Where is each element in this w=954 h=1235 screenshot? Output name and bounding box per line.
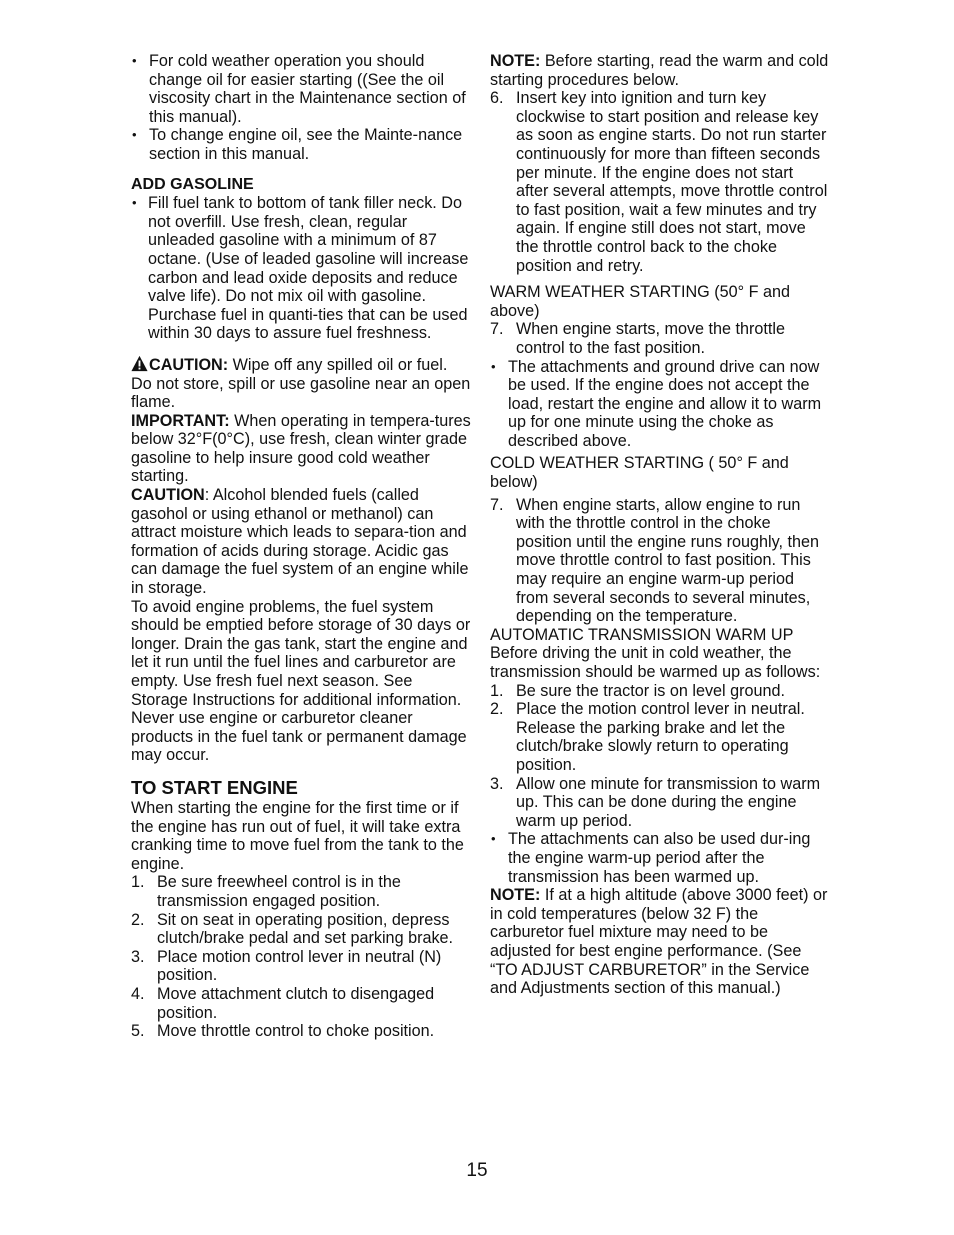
start-step-2: 2. Sit on seat in operating position, depress clutch/brake pedal and set parking brake. <box>131 910 454 948</box>
start-engine-heading: TO START ENGINE <box>131 776 298 798</box>
auto-bullet: • The attachments can also be used dur-ing the engine warm-up period after the transmission has been warmed up. <box>490 830 830 886</box>
add-gasoline-heading: ADD GASOLINE <box>131 175 254 193</box>
caution-label: CAUTION: <box>149 355 229 374</box>
right-column <box>490 52 830 998</box>
auto-transmission-intro: Before driving the unit in cold weather, the transmission should be warmed up as follows: <box>490 644 821 681</box>
note-paragraph <box>490 52 830 89</box>
caution-paragraph <box>131 355 471 412</box>
start-step-5: 5. Move throttle control to choke position. <box>131 1022 435 1041</box>
oil-bullet-2: • To change engine oil, see the Mainte-nance section in this manual. <box>131 126 471 163</box>
important-paragraph <box>131 412 471 486</box>
cold-step-7: 7. When engine starts, allow engine to run with the throttle control in the choke position until the engine runs roughly, then move throttle control to fast position. This may require an engine warm-up period from several seconds to several minutes, depending on the temperature. <box>490 495 819 626</box>
start-step-4: 4. Move attachment clutch to disengaged position. <box>131 984 435 1022</box>
auto-step-1: 1. Be sure the tractor is on level ground. <box>490 681 786 700</box>
page-number: 15 <box>466 1160 488 1181</box>
note-label: NOTE: <box>490 52 541 70</box>
altitude-note-paragraph <box>490 886 830 998</box>
important-label: IMPORTANT: <box>131 411 230 430</box>
add-gasoline-bullet: • Fill fuel tank to bottom of tank filler neck. Do not overfill. Use fresh, clean, regular unleaded gasoline with a minimum of 87 octane. (Use of leaded gasoline will increase carbon and lead oxide deposits and reduce valve life). Do not mix oil with gasoline. Purchase fuel in quanti-ties that can be used within 30 days to assure fuel freshness. <box>131 194 471 343</box>
warning-triangle-icon <box>131 355 148 372</box>
start-step-1: 1. Be sure freewheel control is in the transmission engaged position. <box>131 873 401 910</box>
start-step-3: 3. Place motion control lever in neutral (N) position. <box>131 947 442 985</box>
start-step-6: 6. Insert key into ignition and turn key clockwise to start position and release key as soon as engine starts. Do not run starter continuously for more than fifteen seconds per minute. If the engine does not start after several attempts, move throttle control to fast position, wait a few minutes and try again. If engine still does not start, move the throttle control back to the choke position and retry. <box>490 89 828 275</box>
caution-text: Wipe off any spilled oil or fuel. Do not store, spill or use gasoline near an open flame. <box>131 355 471 412</box>
left-column <box>131 52 471 1041</box>
altitude-note-label: NOTE: <box>490 886 541 905</box>
warm-bullet: • The attachments and ground drive can now be used. If the engine does not accept the load, restart the engine and allow it to warm up for one minute using the choke as described above. <box>490 358 830 451</box>
cold-weather-heading: COLD WEATHER STARTING ( 50° F and below) <box>490 454 789 492</box>
alcohol-caution-text: : Alcohol blended fuels (called gasohol or using ethanol or methanol) can attract moisture which leads to separa-tion and formation of acids during storage. Acidic gas can damage the fuel system of an engine while in storage. <box>131 486 469 598</box>
alcohol-caution-label: CAUTION <box>131 486 205 505</box>
alcohol-caution-paragraph <box>131 486 471 598</box>
oil-bullet-1: • For cold weather operation you should change oil for easier starting ((See the oil viscosity chart in the Maintenance section of this manual). <box>131 52 471 126</box>
auto-step-3: 3. Allow one minute for transmission to warm up. This can be done during the engine warm up period. <box>490 774 821 830</box>
warm-step-7: 7. When engine starts, move the throttle control to the fast position. <box>490 320 786 357</box>
note-text: Before starting, read the warm and cold starting procedures below. <box>490 52 829 89</box>
altitude-note-text: If at a high altitude (above 3000 feet) or in cold temperatures (below 32 F) the carburetor fuel mixture may need to be adjusted for best engine performance. (See “TO ADJUST CARBURETOR” in the Service and Adjustments section of this manual.) <box>490 886 828 998</box>
auto-transmission-heading: AUTOMATIC TRANSMISSION WARM UP <box>490 625 794 644</box>
start-engine-intro: When starting the engine for the first time or if the engine has run out of fuel, it will take extra cranking time to move fuel from the tank to the engine. <box>131 798 464 873</box>
warm-weather-heading: WARM WEATHER STARTING (50° F and above) <box>490 283 790 320</box>
auto-step-2: 2. Place the motion control lever in neutral. Release the parking brake and let the clutch/brake slowly return to operating position. <box>490 700 805 774</box>
important-text: When operating in tempera-tures below 32°F(0°C), use fresh, clean winter grade gasoline to help insure good cold weather starting. <box>131 411 471 486</box>
storage-paragraph: To avoid engine problems, the fuel system should be emptied before storage of 30 days or longer. Drain the gas tank, start the engine and let it run until the fuel lines and carburetor are empty. Use fresh fuel next season. See Storage Instructions for additional information. <box>131 597 471 709</box>
cleaner-warning-paragraph: Never use engine or carburetor cleaner products in the fuel tank or permanent damage may occur. <box>131 709 467 765</box>
